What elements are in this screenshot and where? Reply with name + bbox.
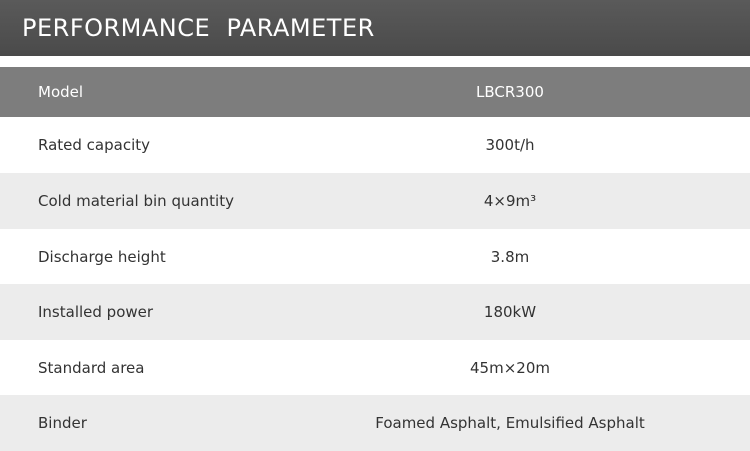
row-label: Discharge height [38, 247, 166, 266]
table-row [0, 229, 750, 284]
table-row [0, 117, 750, 173]
row-label: Standard area [38, 358, 145, 377]
table-row [0, 173, 750, 229]
header-label: Model [38, 83, 84, 101]
row-label: Cold material bin quantity [38, 192, 234, 210]
row-value: 180kW [483, 303, 537, 321]
table-row [0, 395, 750, 451]
row-value: 300t/h [485, 136, 535, 154]
row-label: Installed power [38, 303, 154, 321]
page-title: PERFORMANCE PARAMETER [22, 14, 375, 42]
table-row [0, 340, 750, 395]
row-value: 3.8m [490, 247, 530, 266]
table-row [0, 284, 750, 340]
row-label: Binder [38, 414, 87, 432]
title-banner [0, 0, 750, 56]
row-value: Foamed Asphalt, Emulsified Asphalt [375, 414, 645, 432]
table-header-row [0, 67, 750, 117]
row-value: 4×9m³ [483, 192, 537, 210]
row-value: 45m×20m [470, 358, 550, 377]
parameter-table [0, 67, 750, 451]
header-value: LBCR300 [476, 83, 544, 101]
row-label: Rated capacity [38, 136, 151, 154]
